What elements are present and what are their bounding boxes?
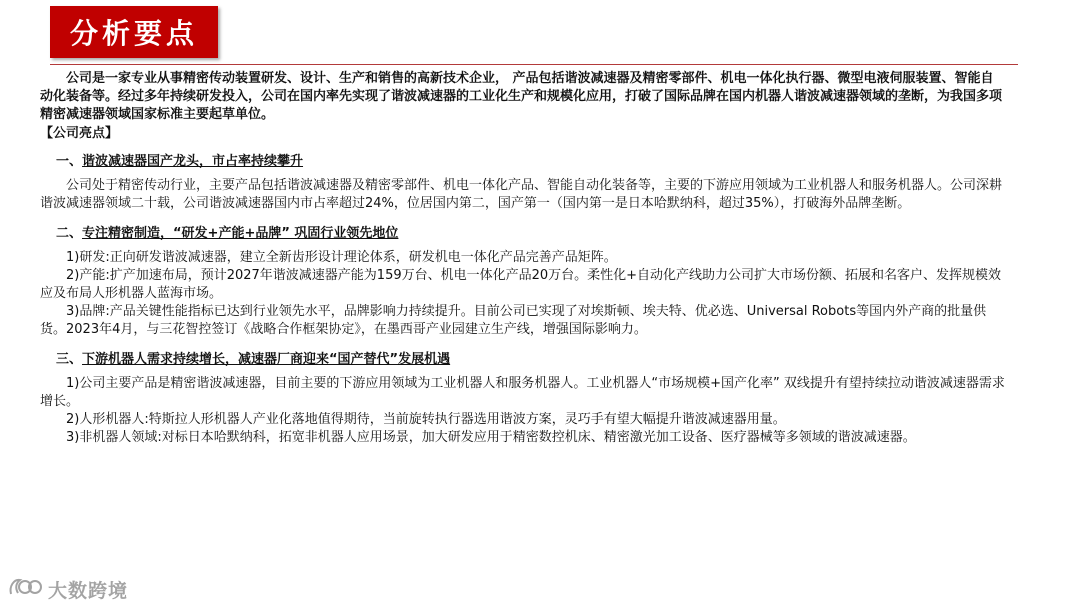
watermark-text: 大数跨境 xyxy=(48,579,129,602)
watermark xyxy=(8,574,128,604)
company-intro: 公司是一家专业从事精密传动装置研发、设计、生产和销售的高新技术企业， 产品包括谐波减速器及精密零部件、机电一体化执行器、微型电液伺服装置、智能自动化装备等。经过多年持续研发投入，公司在国内率先实现了谐波减速器的工业化生产和规模化应用，打破了国际品牌在国内机器人谐波减速器领域的垄断，为我国多项精密减速器领域国家标准主要起草单位。 xyxy=(40,71,1003,122)
highlight-section-1 xyxy=(40,153,1006,213)
section-paragraph: 1)研发:正向研发谐波减速器，建立全新齿形设计理论体系，研发机电一体化产品完善产品矩阵。 xyxy=(66,250,617,265)
highlight-section-3 xyxy=(40,351,1006,447)
page-title: 分析要点 xyxy=(69,17,198,50)
section-paragraph: 3)品牌:产品关键性能指标已达到行业领先水平，品牌影响力持续提升。目前公司已实现了对埃斯顿、埃夫特、优必选、Universal Robots等国内外产商的批量供货。2023年4月，与三花智控签订《战略合作框架协定》，在墨西哥产业园建立生产线，增强国际影响力。 xyxy=(40,304,987,337)
brand-logo-icon xyxy=(8,576,42,602)
highlight-section-2 xyxy=(40,225,1006,339)
section-title: 谐波减速器国产龙头，市占率持续攀升 xyxy=(82,154,304,169)
section-number: 一、 xyxy=(56,154,83,169)
section-title: 专注精密制造，“研发+产能+品牌” 巩固行业领先地位 xyxy=(82,226,399,241)
section-paragraph: 2)产能:扩产加速布局，预计2027年谐波减速器产能为159万台、机电一体化产品20万台。柔性化+自动化产线助力公司扩大市场份额、拓展和名客户、发挥规模效应及布局人形机器人蓝海市场。 xyxy=(40,268,1002,301)
title-divider xyxy=(50,64,1018,65)
section-title: 下游机器人需求持续增长，减速器厂商迎来“国产替代”发展机遇 xyxy=(82,352,451,367)
section-paragraph: 1)公司主要产品是精密谐波减速器，目前主要的下游应用领域为工业机器人和服务机器人。工业机器人“市场规模+国产化率” 双线提升有望持续拉动谐波减速器需求增长。 xyxy=(40,376,1005,409)
section-paragraph: 2)人形机器人:特斯拉人形机器人产业化落地值得期待，当前旋转执行器选用谐波方案，灵巧手有望大幅提升谐波减速器用量。 xyxy=(66,412,786,427)
section-heading xyxy=(56,351,1006,369)
section-paragraph: 3)非机器人领域:对标日本哈默纳科，拓宽非机器人应用场景，加大研发应用于精密数控机床、精密激光加工设备、医疗器械等多领域的谐波减速器。 xyxy=(66,430,916,445)
title-banner xyxy=(50,6,218,58)
highlights-heading: 【公司亮点】 xyxy=(40,126,119,141)
section-heading xyxy=(56,225,1006,243)
section-paragraph: 公司处于精密传动行业，主要产品包括谐波减速器及精密零部件、机电一体化产品、智能自动化装备等，主要的下游应用领域为工业机器人和服务机器人。公司深耕谐波减速器领域二十载，公司谐波减速器国内市占率超过24%，位居国内第二，国产第一（国内第一是日本哈默纳科，超过35%），打破海外品牌垄断。 xyxy=(40,178,1003,211)
section-number: 二、 xyxy=(56,226,83,241)
section-heading xyxy=(56,153,1006,171)
section-number: 三、 xyxy=(56,352,83,367)
analysis-content xyxy=(40,70,1006,447)
